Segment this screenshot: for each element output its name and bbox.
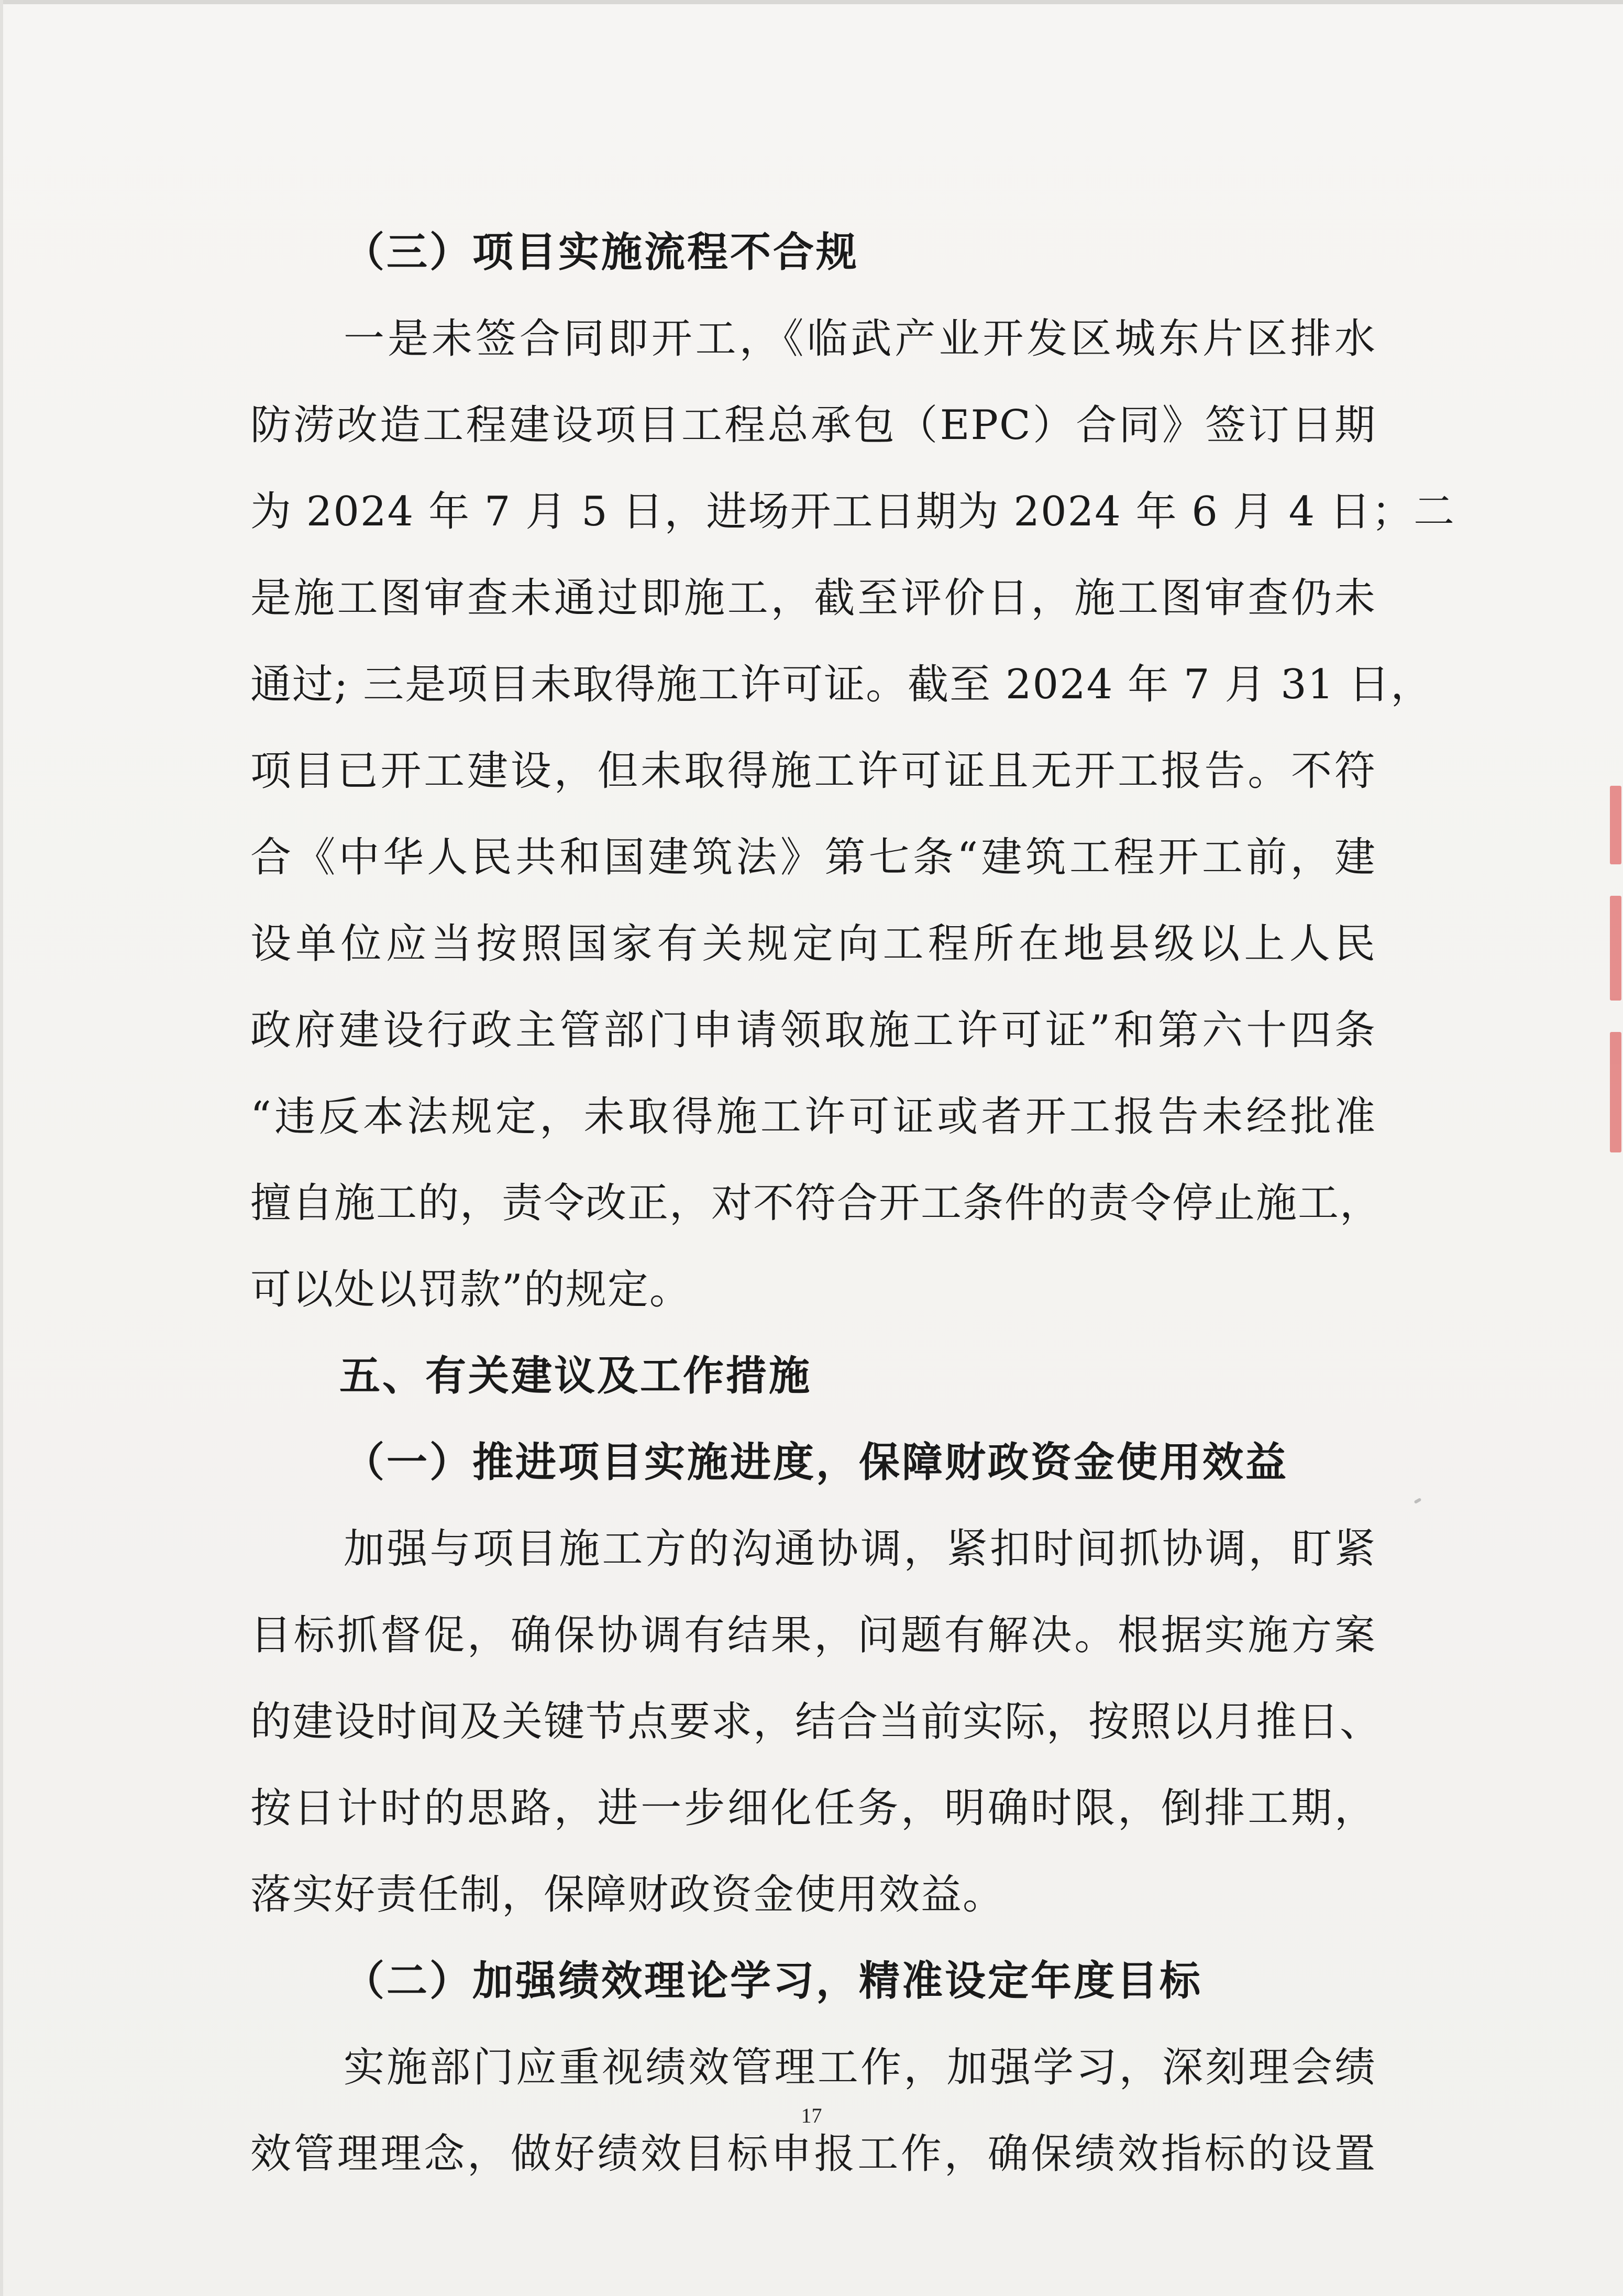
paragraph-line: 按日计时的思路，进一步细化任务，明确时限，倒排工期， <box>250 1785 1376 1832</box>
paragraph-line: 通过; 三是项目未取得施工许可证。截至 2024 年 7 月 31 日， <box>250 661 1433 708</box>
document-body <box>250 210 1456 2198</box>
paragraph-line: 合《中华人民共和国建筑法》第七条“建筑工程开工前，建 <box>250 834 1376 881</box>
paragraph-line: 为 2024 年 7 月 5 日，进场开工日期为 2024 年 6 月 4 日；二 <box>250 488 1456 535</box>
scan-speck <box>1414 1498 1421 1504</box>
paragraph-line: 一是未签合同即开工，《临武产业开发区城东片区排水 <box>344 315 1376 362</box>
paragraph-line: 是施工图审查未通过即施工，截至评价日，施工图审查仍未 <box>250 575 1376 622</box>
paragraph-line: 防涝改造工程建设项目工程总承包（EPC）合同》签订日期 <box>250 402 1376 449</box>
paragraph-line: 效管理理念，做好绩效目标申报工作，确保绩效指标的设置 <box>250 2130 1376 2178</box>
chapter-heading-5: 五、有关建议及工作措施 <box>339 1353 812 1400</box>
paragraph-line: 政府建设行政主管部门申请领取施工许可证”和第六十四条 <box>250 1007 1376 1054</box>
paragraph-line: 目标抓督促，确保协调有结果，问题有解决。根据实施方案 <box>250 1612 1376 1659</box>
paragraph-line: 的建设时间及关键节点要求，结合当前实际，按照以月推日、 <box>250 1698 1382 1745</box>
paragraph-line: 加强与项目施工方的沟通协调，紧扣时间抓协调，盯紧 <box>344 1525 1376 1573</box>
red-seal-edge-icon <box>1603 786 1623 1152</box>
paragraph-line: “违反本法规定，未取得施工许可证或者开工报告未经批准 <box>250 1093 1376 1140</box>
paragraph-line: 可以处以罚款”的规定。 <box>250 1266 691 1313</box>
section-heading-1: （一）推进项目实施进度，保障财政资金使用效益 <box>344 1439 1289 1486</box>
paragraph-line: 实施部门应重视绩效管理工作，加强学习，深刻理会绩 <box>344 2044 1376 2091</box>
paragraph-line: 项目已开工建设，但未取得施工许可证且无开工报告。不符 <box>250 748 1376 795</box>
paragraph-line: 落实好责任制，保障财政资金使用效益。 <box>250 1871 1005 1918</box>
scan-edge-top <box>0 0 1623 4</box>
section-heading-3: （三）项目实施流程不合规 <box>344 229 859 276</box>
page-number: 17 <box>801 2104 822 2127</box>
scan-edge-left <box>0 0 3 2296</box>
section-heading-2: （二）加强绩效理论学习，精准设定年度目标 <box>344 1958 1203 2005</box>
paragraph-line: 擅自施工的，责令改正，对不符合开工条件的责令停止施工， <box>250 1180 1382 1227</box>
paragraph-line: 设单位应当按照国家有关规定向工程所在地县级以上人民 <box>250 920 1376 968</box>
